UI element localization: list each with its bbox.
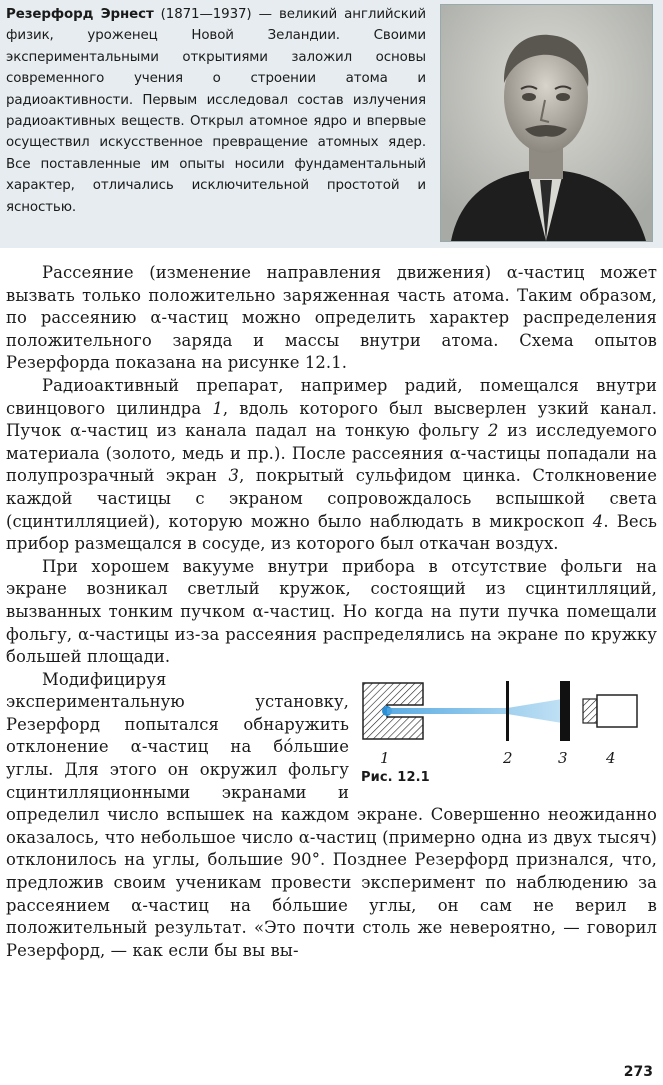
label-ref-1: 1 xyxy=(212,398,223,418)
page-number: 273 xyxy=(623,1064,653,1080)
biography-name: Резерфорд Эрнест xyxy=(6,7,154,22)
biography-text xyxy=(6,4,426,218)
figure-label-2: 2 xyxy=(503,748,513,767)
paragraph-4: Модифицируя экспериментальную установку, Резерфорд попытался обнаружить отклонение α-частиц на бóльшие углы. Для этого он окружил фольгу сцинтилляционными экранами и определил число вспышек на каждом экране. Совершенно неожиданно оказалось, что небольшое число α-частиц (примерно одна из двух тысяч) отклонилось на углы, большие 90°. Позднее Резерфорд признался, что, предложив своим ученикам провести эксперимент по наблюдению за рассеянием α-частиц на бóльшие углы, он сам не верил в положительный результат. «Это почти столь же невероятно, — говорил Резерфорд, — как если бы вы вы- xyxy=(6,669,657,960)
paragraph-3: При хорошем вакууме внутри прибора в отсутствие фольги на экране возникал светлый кружок, состоящий из сцинтилляций, вызванных тонким пучком α-частиц. Но когда на пути пучка помещали фольгу, α-частицы из-за рассеяния распределялись на экране по кружку большей площади. xyxy=(6,556,657,667)
foil xyxy=(506,681,509,741)
paragraph-2-part-a: Радиоактивный препарат, например радий, помещался внутри свинцового цилиндра xyxy=(6,375,657,418)
biography-box xyxy=(0,0,663,248)
paragraph-2 xyxy=(6,375,657,556)
figure-label-3: 3 xyxy=(558,748,568,767)
figure-label-1: 1 xyxy=(380,748,390,767)
label-ref-2: 2 xyxy=(487,421,499,441)
figure-caption: Рис. 12.1 xyxy=(361,769,430,785)
figure-label-4: 4 xyxy=(606,748,616,767)
paragraph-2-part-e: . Весь прибор размещался в сосуде, из которого был откачан воздух. xyxy=(6,511,657,554)
screen xyxy=(560,681,570,741)
main-text xyxy=(6,262,657,962)
biography-body: великий английский физик, уроженец Новой Зеландии. Своими экспериментальными открытиями заложил основы современного учения о строении атома и радиоактивности. Первым исследовал состав излучения радиоактивных веществ. Открыл атомное ядро и впервые осуществил искусственное превращение атомных ядер. Все поставленные им опыты носили фундаментальный характер, отличались исключительной простотой и ясностью. xyxy=(6,7,426,215)
label-ref-4: 4 xyxy=(592,511,604,531)
paragraph-2-part-c: из исследуемого материала (золото, медь и пр.). После рассеяния α-частицы попадали на полупрозрачный экран xyxy=(6,421,657,486)
portrait-illustration xyxy=(441,5,652,241)
microscope xyxy=(583,695,637,727)
paragraph-2-part-b: , вдоль которого был высверлен узкий канал. Пучок α-частиц из канала падал на тонкую фольгу xyxy=(6,398,658,441)
figure-12-1 xyxy=(357,677,657,789)
biography-years: (1871—1937) — xyxy=(153,7,272,22)
portrait-photo xyxy=(440,4,653,242)
paragraph-2-part-d: , покрытый сульфидом цинка. Столкновение каждой частицы с экраном сопровождалось вспышкой света (сцинтилляцией), которую можно было наблюдать в микроскоп xyxy=(6,466,657,531)
label-ref-3: 3 xyxy=(228,466,240,486)
paragraph-1: Рассеяние (изменение направления движения) α-частиц может вызвать только положительно заряженная часть атома. Таким образом, по рассеянию α-частиц можно определить характер распределения положительного заряда и массы внутри атома. Схема опытов Резерфорда показана на рисунке 12.1. xyxy=(6,263,657,373)
